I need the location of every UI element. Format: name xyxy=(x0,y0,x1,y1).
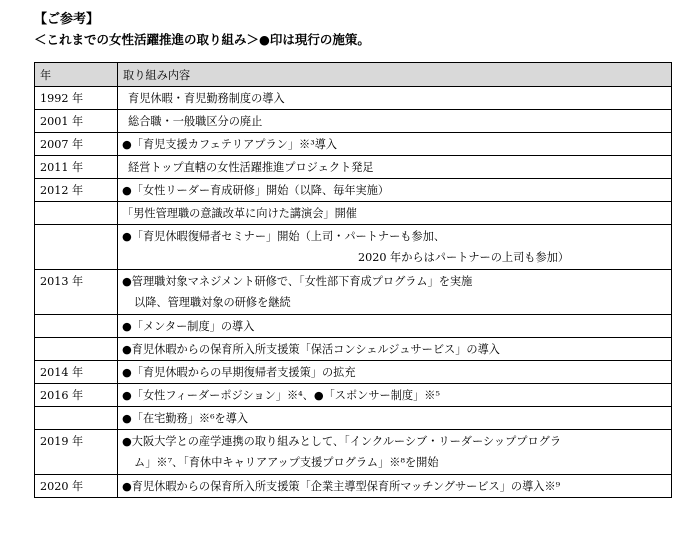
row-content: 育児休暇・育児勤務制度の導入 xyxy=(118,87,672,110)
row-content-line2: ム」※⁷、「育休中キャリアアップ支援プログラム」※⁸を開始 xyxy=(134,456,439,469)
table-row xyxy=(35,87,672,110)
row-year: 2013 年 xyxy=(35,270,118,315)
row-content: ●「育児支援カフェテリアプラン」※³導入 xyxy=(118,133,672,156)
table-row xyxy=(35,407,672,430)
table-caption: ＜これまでの女性活躍推進の取り組み＞●印は現行の施策。 xyxy=(34,32,370,47)
row-content: ●「メンター制度」の導入 xyxy=(118,315,672,338)
table-row xyxy=(35,384,672,407)
row-content: ●「女性フィーダーポジション」※⁴、●「スポンサー制度」※⁵ xyxy=(118,384,672,407)
row-year: 2020 年 xyxy=(35,475,118,498)
row-content xyxy=(118,270,672,315)
table-row xyxy=(35,156,672,179)
row-content: 経営トップ直轄の女性活躍推進プロジェクト発足 xyxy=(118,156,672,179)
table-row xyxy=(35,225,672,270)
table-row xyxy=(35,110,672,133)
table-row xyxy=(35,338,672,361)
row-year: 2016 年 xyxy=(35,384,118,407)
row-year xyxy=(35,225,118,270)
row-content: ●育児休暇からの保育所入所支援策「企業主導型保育所マッチングサービス」の導入※⁹ xyxy=(118,475,672,498)
row-content: ●「育児休暇からの早期復帰者支援策」の拡充 xyxy=(118,361,672,384)
row-content-line1: ●大阪大学との産学連携の取り組みとして、「インクルーシブ・リーダーシッププログラ xyxy=(122,435,562,448)
row-year: 2007 年 xyxy=(35,133,118,156)
row-content: 「男性管理職の意識改革に向けた講演会」開催 xyxy=(118,202,672,225)
row-year xyxy=(35,407,118,430)
table-row xyxy=(35,133,672,156)
table-row xyxy=(35,202,672,225)
row-content: ●「女性リーダー育成研修」開始（以降、毎年実施） xyxy=(118,179,672,202)
row-content xyxy=(118,225,672,270)
section-heading: 【ご参考】 xyxy=(34,12,100,27)
table-row xyxy=(35,361,672,384)
row-year: 2011 年 xyxy=(35,156,118,179)
table-row xyxy=(35,179,672,202)
row-content-line2: 2020 年からはパートナーの上司も参加） xyxy=(358,251,570,264)
table-row xyxy=(35,315,672,338)
header-year: 年 xyxy=(35,63,118,87)
row-content-line1: ●管理職対象マネジメント研修で、「女性部下育成プログラム」を実施 xyxy=(122,275,473,288)
table-row xyxy=(35,430,672,475)
initiatives-table xyxy=(34,62,672,498)
row-content: ●「在宅勤務」※⁶を導入 xyxy=(118,407,672,430)
row-content: ●育児休暇からの保育所入所支援策「保活コンシェルジュサービス」の導入 xyxy=(118,338,672,361)
row-content-line2: 以降、管理職対象の研修を継続 xyxy=(134,296,291,309)
row-year: 1992 年 xyxy=(35,87,118,110)
row-year: 2012 年 xyxy=(35,179,118,202)
row-content: 総合職・一般職区分の廃止 xyxy=(118,110,672,133)
row-year: 2001 年 xyxy=(35,110,118,133)
row-year: 2019 年 xyxy=(35,430,118,475)
header-content: 取り組み内容 xyxy=(118,63,672,87)
row-year xyxy=(35,202,118,225)
table-header-row xyxy=(35,63,672,87)
row-year xyxy=(35,338,118,361)
table-row xyxy=(35,270,672,315)
row-content-line1: ●「育児休暇復帰者セミナー」開始（上司・パートナーも参加、 xyxy=(122,230,446,243)
row-content xyxy=(118,430,672,475)
row-year: 2014 年 xyxy=(35,361,118,384)
table-row xyxy=(35,475,672,498)
row-year xyxy=(35,315,118,338)
